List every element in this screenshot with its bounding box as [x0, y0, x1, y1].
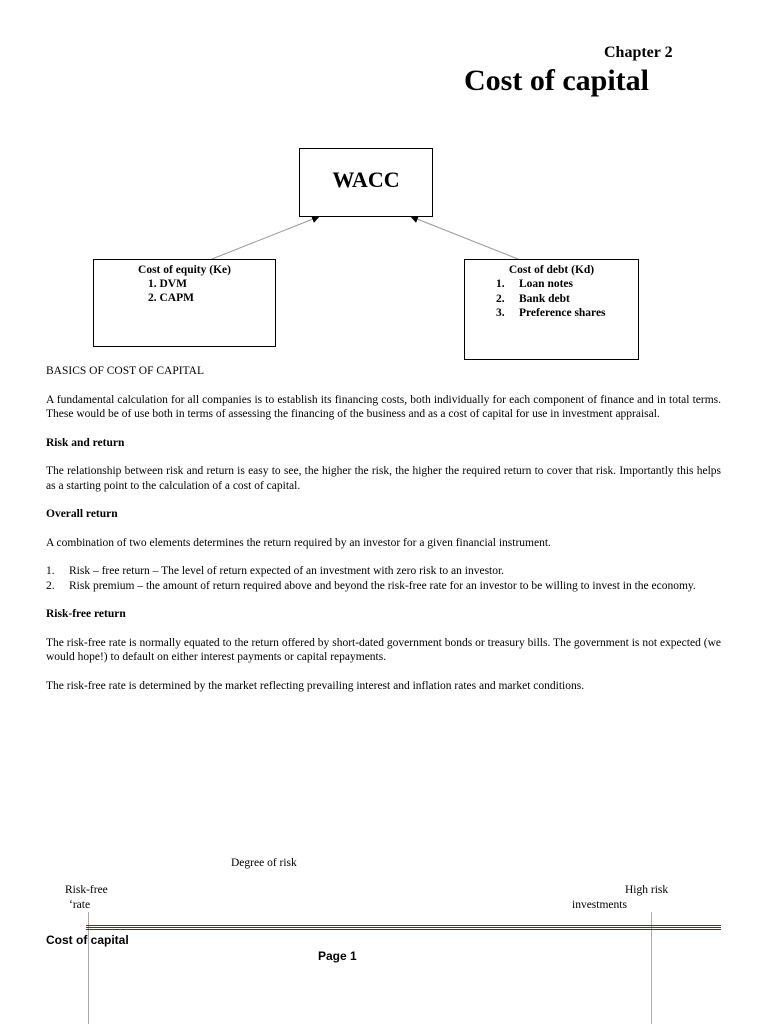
section-heading-risk-free: Risk-free return: [46, 608, 126, 620]
axis-label-rate: ‘rate: [69, 899, 91, 911]
list-text: Bank debt: [519, 292, 570, 305]
list-item: 2. CAPM: [148, 292, 194, 304]
section-heading-risk-return: Risk and return: [46, 436, 125, 449]
axis-label-high-risk: High risk: [625, 884, 669, 896]
list-text: Risk – free return – The level of return expected of an investment with zero risk to an investor.: [69, 565, 505, 577]
connector-equity: [212, 217, 318, 259]
paragraph-risk-free-2: The risk-free rate is determined by the market reflecting prevailing interest and inflation rates and market conditions.: [46, 679, 585, 692]
paragraph-overall-return: A combination of two elements determines the return required by an investor for a given financial instrument.: [46, 536, 551, 549]
section-heading-basics: BASICS OF COST OF CAPITAL: [46, 365, 204, 377]
body-content: [46, 364, 721, 693]
list-text: Risk premium – the amount of return required above and beyond the risk-free rate for an investor to be willing to invest in the economy.: [69, 579, 696, 592]
footer-title: Cost of capital: [46, 933, 129, 947]
list-text: Loan notes: [519, 278, 573, 290]
cost-of-debt-heading: Cost of debt (Kd): [508, 264, 595, 276]
list-number: 1.: [46, 565, 55, 577]
axis-label-risk-free: Risk-free: [65, 884, 108, 896]
cost-of-equity-heading: Cost of equity (Ke): [138, 264, 231, 276]
list-number: 1.: [496, 278, 505, 290]
list-number: 2.: [46, 579, 55, 592]
wacc-box: [299, 148, 433, 217]
paragraph-basics: A fundamental calculation for all companies is to establish its financing costs, both individually for each component of finance and in total terms. These would be of use both in terms of assessing the financing of the business and as a cost of capital for use in investment appraisal.: [46, 393, 721, 420]
list-item: [46, 579, 721, 594]
cost-of-debt-list: [496, 277, 638, 321]
chapter-label: Chapter 2: [604, 44, 673, 61]
cost-of-equity-list: [148, 277, 275, 305]
list-item: [496, 306, 638, 321]
list-item: [496, 292, 638, 307]
cost-of-equity-box: [93, 259, 276, 347]
overall-return-list: [46, 564, 721, 593]
cost-of-debt-box: [464, 259, 639, 360]
paragraph-risk-free-1: The risk-free rate is normally equated to the return offered by short-dated government bonds or treasury bills. The government is not expected (we would hope!) to default on either interest payments or capital repayments.: [46, 636, 721, 663]
list-text: Preference shares: [519, 307, 606, 319]
list-item: [46, 564, 721, 579]
page-number: Page 1: [318, 949, 357, 963]
list-item: 1. DVM: [148, 278, 187, 290]
paragraph-risk-return: The relationship between risk and return is easy to see, the higher the risk, the higher the required return to cover that risk. Importantly this helps as a starting point to the calculation of a cost of capital.: [46, 465, 721, 492]
list-number: 2.: [496, 292, 505, 305]
axis-label-degree-of-risk: Degree of risk: [231, 857, 297, 869]
page-title: Cost of capital: [464, 64, 649, 97]
footer-rule: [86, 925, 721, 931]
wacc-label: WACC: [332, 167, 400, 192]
axis-label-investments: investments: [572, 899, 627, 911]
connector-debt: [412, 217, 518, 259]
list-number: 3.: [496, 307, 505, 319]
section-heading-overall-return: Overall return: [46, 508, 118, 520]
list-item: [496, 277, 638, 292]
